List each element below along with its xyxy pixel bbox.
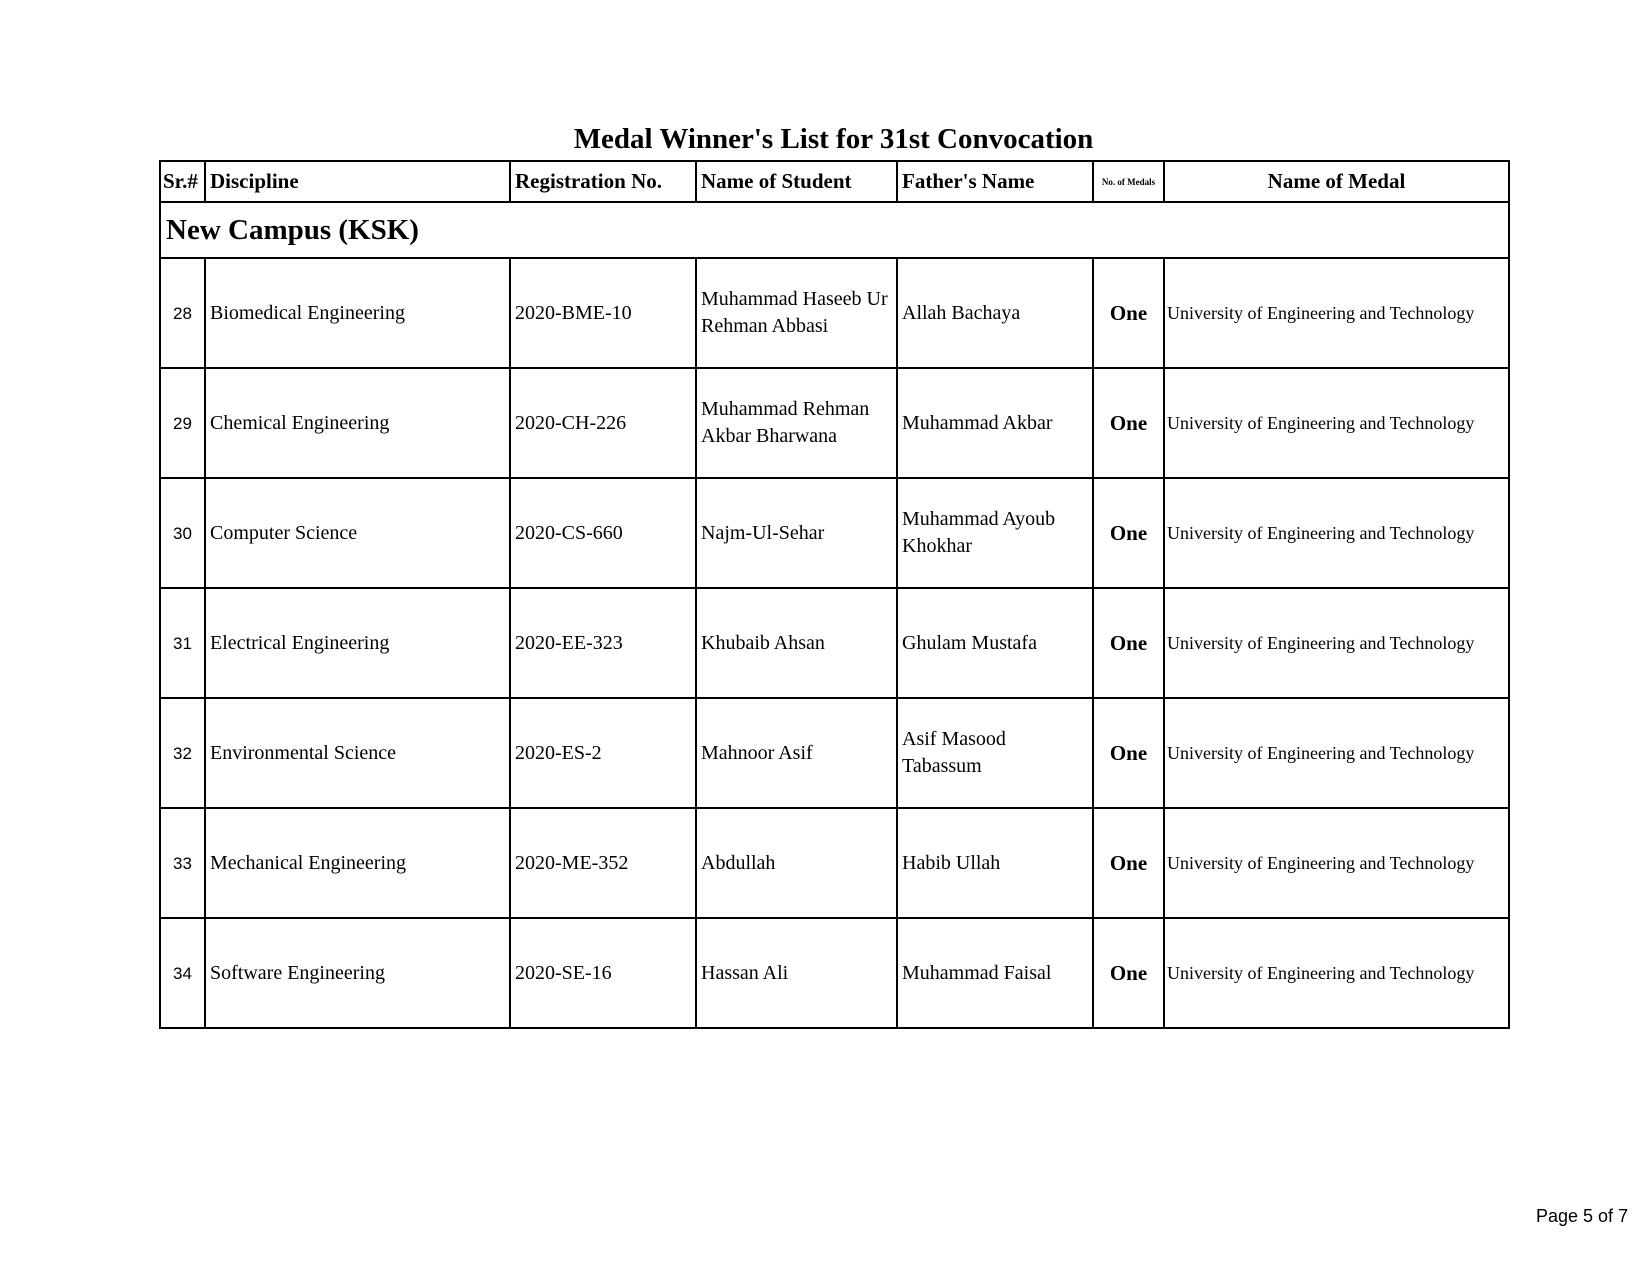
table-row <box>160 478 1509 588</box>
cell-father-name: Allah Bachaya <box>897 258 1093 368</box>
section-title: New Campus (KSK) <box>160 202 1509 258</box>
cell-student-name: Hassan Ali <box>696 918 897 1028</box>
cell-father-name: Ghulam Mustafa <box>897 588 1093 698</box>
column-header-sr: Sr.# <box>160 161 205 202</box>
cell-registration: 2020-SE-16 <box>510 918 696 1028</box>
table-row <box>160 588 1509 698</box>
cell-discipline: Computer Science <box>205 478 510 588</box>
cell-student-name: Mahnoor Asif <box>696 698 897 808</box>
cell-medal-name: University of Engineering and Technology <box>1164 698 1509 808</box>
cell-sr: 33 <box>160 808 205 918</box>
cell-student-name: Khubaib Ahsan <box>696 588 897 698</box>
cell-medal-count: One <box>1093 698 1164 808</box>
column-header-medal-name: Name of Medal <box>1164 161 1509 202</box>
cell-father-name: Muhammad Akbar <box>897 368 1093 478</box>
cell-father-name: Asif Masood Tabassum <box>897 698 1093 808</box>
cell-medal-name: University of Engineering and Technology <box>1164 368 1509 478</box>
cell-discipline: Biomedical Engineering <box>205 258 510 368</box>
cell-discipline: Mechanical Engineering <box>205 808 510 918</box>
cell-discipline: Electrical Engineering <box>205 588 510 698</box>
table-body <box>160 202 1509 1028</box>
cell-medal-name: University of Engineering and Technology <box>1164 588 1509 698</box>
column-header-father: Father's Name <box>897 161 1093 202</box>
cell-student-name: Najm-Ul-Sehar <box>696 478 897 588</box>
cell-student-name: Muhammad Haseeb Ur Rehman Abbasi <box>696 258 897 368</box>
cell-discipline: Environmental Science <box>205 698 510 808</box>
column-header-student: Name of Student <box>696 161 897 202</box>
cell-father-name: Habib Ullah <box>897 808 1093 918</box>
cell-medal-count: One <box>1093 368 1164 478</box>
cell-discipline: Software Engineering <box>205 918 510 1028</box>
table-row <box>160 918 1509 1028</box>
cell-sr: 28 <box>160 258 205 368</box>
cell-sr: 30 <box>160 478 205 588</box>
column-header-medal-count: No. of Medals <box>1093 161 1164 202</box>
cell-registration: 2020-ME-352 <box>510 808 696 918</box>
cell-medal-name: University of Engineering and Technology <box>1164 918 1509 1028</box>
cell-sr: 31 <box>160 588 205 698</box>
page-number: Page 5 of 7 <box>1536 1206 1629 1226</box>
cell-student-name: Abdullah <box>696 808 897 918</box>
medal-winners-table <box>159 160 1510 1029</box>
cell-medal-count: One <box>1093 808 1164 918</box>
cell-medal-count: One <box>1093 918 1164 1028</box>
cell-medal-count: One <box>1093 258 1164 368</box>
cell-medal-count: One <box>1093 478 1164 588</box>
table-row <box>160 808 1509 918</box>
cell-father-name: Muhammad Ayoub Khokhar <box>897 478 1093 588</box>
cell-medal-name: University of Engineering and Technology <box>1164 258 1509 368</box>
cell-registration: 2020-EE-323 <box>510 588 696 698</box>
cell-registration: 2020-CS-660 <box>510 478 696 588</box>
cell-father-name: Muhammad Faisal <box>897 918 1093 1028</box>
cell-sr: 29 <box>160 368 205 478</box>
table-row <box>160 698 1509 808</box>
table-header-row <box>160 161 1509 202</box>
section-row <box>160 202 1509 258</box>
table-row <box>160 368 1509 478</box>
cell-discipline: Chemical Engineering <box>205 368 510 478</box>
cell-medal-name: University of Engineering and Technology <box>1164 478 1509 588</box>
cell-student-name: Muhammad Rehman Akbar Bharwana <box>696 368 897 478</box>
column-header-discipline: Discipline <box>205 161 510 202</box>
cell-medal-count: One <box>1093 588 1164 698</box>
cell-sr: 34 <box>160 918 205 1028</box>
column-header-registration: Registration No. <box>510 161 696 202</box>
table-row <box>160 258 1509 368</box>
cell-registration: 2020-BME-10 <box>510 258 696 368</box>
document-title: Medal Winner's List for 31st Convocation <box>573 123 1094 155</box>
cell-medal-name: University of Engineering and Technology <box>1164 808 1509 918</box>
cell-registration: 2020-CH-226 <box>510 368 696 478</box>
cell-sr: 32 <box>160 698 205 808</box>
cell-registration: 2020-ES-2 <box>510 698 696 808</box>
